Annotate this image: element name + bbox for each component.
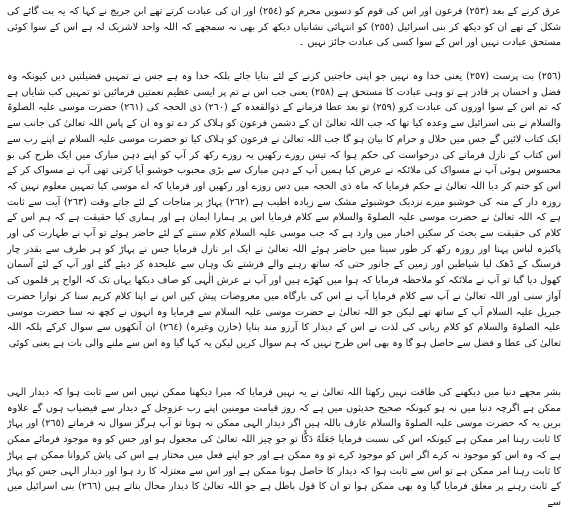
paragraph-commentary-264-266: بشر مجھے دنیا میں دیکھنے کی طاقت نہیں رکھتا اللہ تعالیٰ نے یہ نہیں فرمایا کہ میرا دیکھنا ممکن نہیں اس سے ثابت ہوا کہ دیدار الہی ممکن ہے اگرچہ دنیا میں نہ ہو کیونکہ صحیح حدیثوں میں ہے کہ روز قیامت مومنین اپنے رب عزوجل کے دیدار سے فیضیاب ہوں گے علاوہ بریں یہ کہ حضرت موسی علیہ الصلوۃ والسلام عارف باللہ ہیں اگر دیدار الہی ممکن نہ ہوتا تو آپ ہرگز سوال نہ فرماتے (٢٦٥) اور پہاڑ کا ثابت رہنا امر ممکن ہے کیونکہ اس کی نسبت فرمایا جَعَلَهُ دَكًّا تو جو چیز اللہ تعالیٰ کی مجعول ہو اور جس کو وہ موجود فرمائے ممکن ہے کہ وہ اس کو موجود نہ کرے اگر اس کو موجود کرے تو وہ ممکن ہے اور جو اپنے فعل میں مختار ہے اس کی پاش کروانا ممکن ہے پہاڑ کا ثابت رہنا امر ممکن ہے تو اس سے ثابت ہوا کہ دیدار کا حاصل ہونا ممکن ہے اور اس سے معتزلہ کا رد ہوا اور دیدار الہی جس کو پہاڑ کے ثابت رہنے پر معلق فرمایا گیا وہ بھی ممکن ہوا تو ان کا قول باطل ہے جو اللہ تعالیٰ کا دیدار محال بتاتے ہیں (٢٦٦) بنی اسرائیل میں سے (7, 387, 561, 508)
paragraph-commentary-256-264: (٢٥٦) بت پرست (٢٥٧) یعنی خدا وہ نہیں جو اپنی حاجتیں کرنے کے لئے بنایا جائے بلکہ خدا وہ ہے جس نے تمہیں فضیلتیں دیں کیونکہ وہ فضل و احسان پر قادر ہے تو وہی عبادت کا مستحق ہے (٢٥٨) یعنی جب اس نے تم پر ایسی عظیم نعمتیں فرمائیں تو تمہیں کب شایاں ہے کہ تم اس کے سوا اوروں کی عبادت کرو (٢٥٩) تو بعد عطا فرمانے کے ذوالقعدہ کے (٢٦٠) ذی الحجہ کی (٢٦١) حضرت موسی علیہ الصلوۃ والسلام نے بنی اسرائیل سے وعدہ کیا تھا کہ جب اللہ تعالیٰ ان کے دشمن فرعون کو ہلاک کر دے تو وہ ان کے پاس اللہ تعالیٰ کی جانب سے ایک کتاب لائیں گے جس میں حلال و حرام کا بیان ہو گا جب اللہ تعالیٰ نے فرعون کو ہلاک کیا تو حضرت موسی علیہ السلام نے اپنے رب سے اس کتاب کے نازل فرمانے کی درخواست کی حکم ہوا کہ تیس روزے رکھیں یہ روزے رکھ کر آپ کو اپنے دہن مبارک میں ایک طرح کی بو محسوس ہوئی آپ نے مسواک کی ملائکہ نے عرض کیا ہمیں آپ کے دہن مبارک سے بڑی محبوب خوشبو آیا کرتی تھی آپ نے مسواک کر کے اس کو ختم کر دیا اللہ تعالیٰ نے حکم فرمایا کہ ماہ ذی الحجہ میں دس روزے اور رکھیں اور فرمایا کہ اے موسی کیا تمہیں معلوم نہیں کہ روزہ دار کے منہ کی خوشبو میرے نزدیک خوشبوئے مشک سے زیادہ اطیب ہے (٢٦٢) پہاڑ پر مناجات کے لئے جاتے وقت (٢٦٣) آیت سے ثابت ہے کہ اللہ تعالیٰ نے حضرت موسی علیہ الصلوۃ والسلام سے کلام فرمایا اس پر ہمارا ایمان ہے اور ہماری کیا حقیقت ہے کہ ہم اس کے کلام کی حقیقت سے بحث کر سکیں اخبار میں وارد ہے کہ جب موسی علیہ السلام کلام سننے کے لئے حاضر ہوئے تو آپ نے طہارت کی اور پاکیزہ لباس پہنا اور روزہ رکھ کر طور سینا میں حاضر ہوئے اللہ تعالیٰ نے ایک ابر نازل فرمایا جس نے پہاڑ کو ہر طرف سے بقدر چار فرسنگ کے ڈھک لیا شیاطین اور زمین کے جانور حتی کہ ساتھ رہنے والے فرشتے تک وہاں سے علیحدہ کر دیئے گئے اور آپ کے لئے آسمان کھول دیا گیا تو آپ نے ملائکہ کو ملاحظہ فرمایا کہ ہوا میں کھڑے ہیں اور آپ نے عرش الٰہی کو صاف دیکھا یہاں تک کہ الواح پر قلموں کی آواز سنی اور اللہ تعالیٰ نے آپ سے کلام فرمایا آپ نے اس کی بارگاہ میں معروضات پیش کیں اس نے اپنا کلام کریم سنا کر نوازا حضرت جبریل علیہ السلام آپ کے ساتھ تھے لیکن جو اللہ تعالیٰ نے حضرت موسی علیہ السلام سے فرمایا وہ انہوں نے کچھ نہ سنا حضرت موسی علیہ الصلوۃ والسلام کو کلام ربانی کی لذت نے اس کے دیدار کا آرزو مند بنایا (خازن وغیرہ) (٢٦٤) ان آنکھوں سے سوال کرکے بلکہ اللہ تعالیٰ کی عطا و فضل سے حاصل ہو گا وہ بھی اس طرح نہیں کہ ہم سوال کریں لیکن یہ کہا گیا وہ اس سے ملنے والی بات ہے یعنی کوئی (7, 71, 561, 349)
paragraph-commentary-253-255: عرق کرنے کے بعد (٢٥٣) فرعون اور اس کی قوم کو دسویں محرم کو (٢٥٤) اور ان کی عبادت کرتے تھے ابن جریج نے کہا کہ یہ بت گائے کی شکل کے تھے ان کو دیکھ کر بنی اسرائیل (٢٥٥) کو انتہائی نشانیاں دیکھ کر بھی نہ سمجھے کہ اللہ واحد لاشریک لہ ہے اس کے سوا کوئی مستحق عبادت نہیں اور اس کے سوا کسی کی عبادت جائز نہیں ۔ (7, 6, 561, 49)
